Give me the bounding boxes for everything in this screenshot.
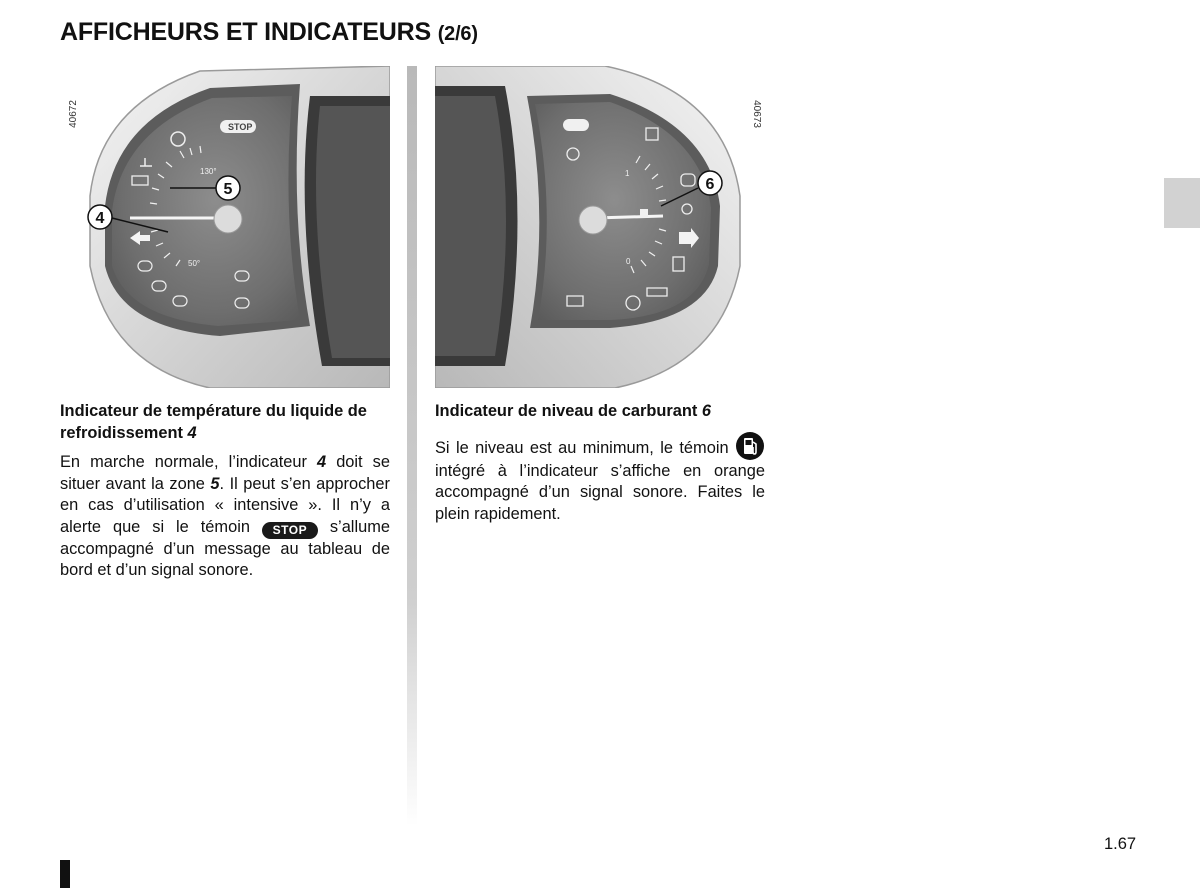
callout-4: 4 <box>95 210 105 227</box>
temperature-gauge-figure <box>60 66 390 388</box>
callout-5: 5 <box>223 181 233 198</box>
fuel-pump-icon <box>735 431 765 461</box>
fuel-gauge-illustration <box>435 66 765 388</box>
gauge-stop-icon: STOP <box>228 122 253 132</box>
stop-warning-icon: STOP <box>262 522 318 539</box>
temperature-heading-ref: 4 <box>187 423 197 442</box>
fuel-paragraph: Si le niveau est au minimum, le témoin intégré à l’indicateur s’affiche en orange accompagné d’un signal sonore. Faites le plein rapidement. <box>435 431 765 526</box>
callout-6: 6 <box>705 176 715 193</box>
page-number: 1.67 <box>1104 835 1137 853</box>
gauge-label-empty: 0 <box>626 257 631 266</box>
gauge-label-full: 1 <box>625 169 630 178</box>
page-title: AFFICHEURS ET INDICATEURS (2/6) <box>60 18 478 46</box>
page-title-suffix: (2/6) <box>437 23 478 45</box>
figure-reference-right: 40673 <box>751 100 762 128</box>
gauge-label-130: 130° <box>200 167 217 176</box>
column-divider <box>407 66 417 826</box>
temperature-section <box>60 401 390 582</box>
fuel-section <box>435 401 765 525</box>
corner-marker <box>60 860 70 888</box>
fuel-heading: Indicateur de niveau de carburant 6 <box>435 402 712 420</box>
temperature-gauge-illustration <box>60 66 390 388</box>
section-tab-marker <box>1164 178 1200 228</box>
indicator-ref-4: 4 <box>317 453 327 471</box>
temperature-paragraph: En marche normale, l’indicateur 4 doit se situer avant la zone 5. Il peut s’en approcher en cas d’utilisation « intensive ». Il n’y a alerte que si le témoin STOP s’allume accompagné d’un message au tableau de bord et d’un signal sonore. <box>60 453 390 579</box>
figure-reference-left: 40672 <box>68 100 79 128</box>
gauge-label-50: 50° <box>188 259 201 268</box>
fuel-heading-ref: 6 <box>701 402 712 420</box>
zone-ref-5: 5 <box>210 474 220 493</box>
fuel-gauge-figure <box>435 66 765 388</box>
temperature-heading: Indicateur de température du liquide de refroidissement 4 <box>60 402 367 442</box>
